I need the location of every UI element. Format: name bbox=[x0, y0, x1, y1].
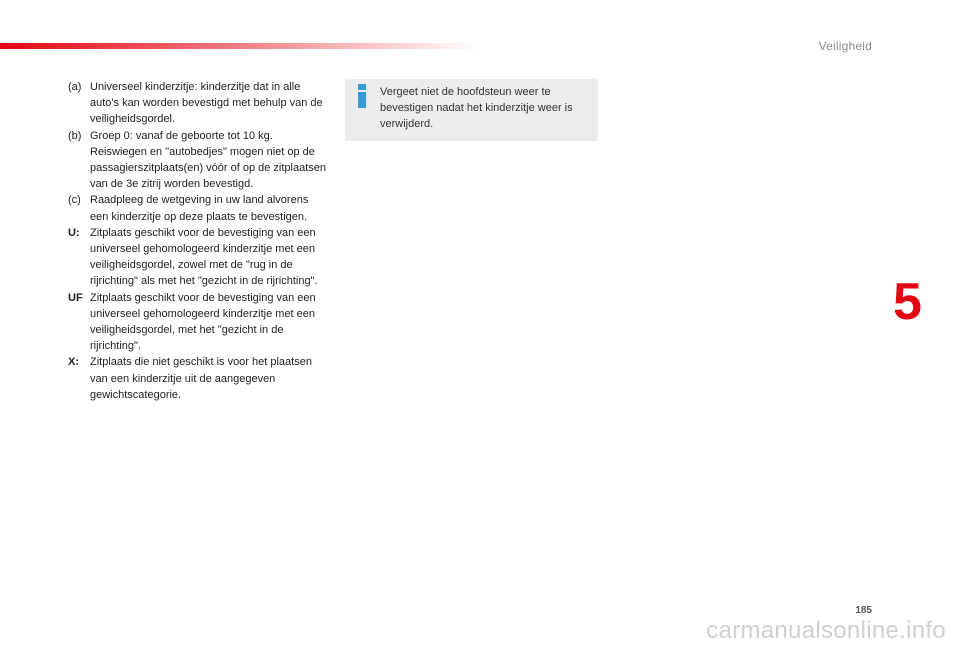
note-item bbox=[68, 79, 328, 128]
note-text: Zitplaats geschikt voor de bevestiging van een universeel gehomologeerd kinderzitje met een veiligheidsgordel, zowel met de "rug in de rijrichting" als met het "gezicht in de rijrichting". bbox=[90, 226, 318, 288]
note-key: U: bbox=[68, 226, 80, 239]
note-key: (c) bbox=[68, 194, 81, 207]
page-number: 185 bbox=[855, 605, 872, 616]
note-key: (a) bbox=[68, 81, 82, 93]
note-item bbox=[68, 128, 328, 193]
note-item bbox=[68, 354, 328, 403]
note-item bbox=[68, 192, 328, 224]
note-text: Raadpleeg de wetgeving in uw land alvorens een kinderzitje op deze plaats te bevestigen. bbox=[90, 194, 309, 223]
notes-list bbox=[68, 79, 328, 403]
note-key: UF bbox=[68, 291, 83, 304]
note-item bbox=[68, 225, 328, 290]
info-text: Vergeet niet de hoofdsteun weer te bevestigen nadat het kinderzitje weer is verwijderd. bbox=[380, 86, 573, 131]
info-box bbox=[345, 79, 598, 141]
note-text: Zitplaats die niet geschikt is voor het plaatsen van een kinderzitje uit de aangegeven gewichtscategorie. bbox=[90, 356, 312, 401]
header-accent-bar bbox=[0, 43, 480, 49]
note-key: X: bbox=[68, 356, 79, 369]
note-item bbox=[68, 290, 328, 355]
note-text: Zitplaats geschikt voor de bevestiging van een universeel gehomologeerd kinderzitje met een veiligheidsgordel, met het "gezicht in de rijrichting". bbox=[90, 291, 316, 353]
note-text: Groep 0: vanaf de geboorte tot 10 kg. Reiswiegen en "autobedjes" mogen niet op de passagierszitplaats(en) vóór of op de zitplaatsen van de 3e zitrij worden bevestigd. bbox=[90, 129, 327, 191]
watermark: carmanualsonline.info bbox=[706, 617, 946, 644]
note-key: (b) bbox=[68, 129, 82, 142]
note-text: Universeel kinderzitje: kinderzitje dat in alle auto's kan worden bevestigd met behulp van de veiligheidsgordel. bbox=[90, 81, 323, 126]
chapter-number: 5 bbox=[893, 273, 922, 331]
section-title: Veiligheid bbox=[818, 39, 872, 53]
info-icon bbox=[358, 84, 366, 108]
